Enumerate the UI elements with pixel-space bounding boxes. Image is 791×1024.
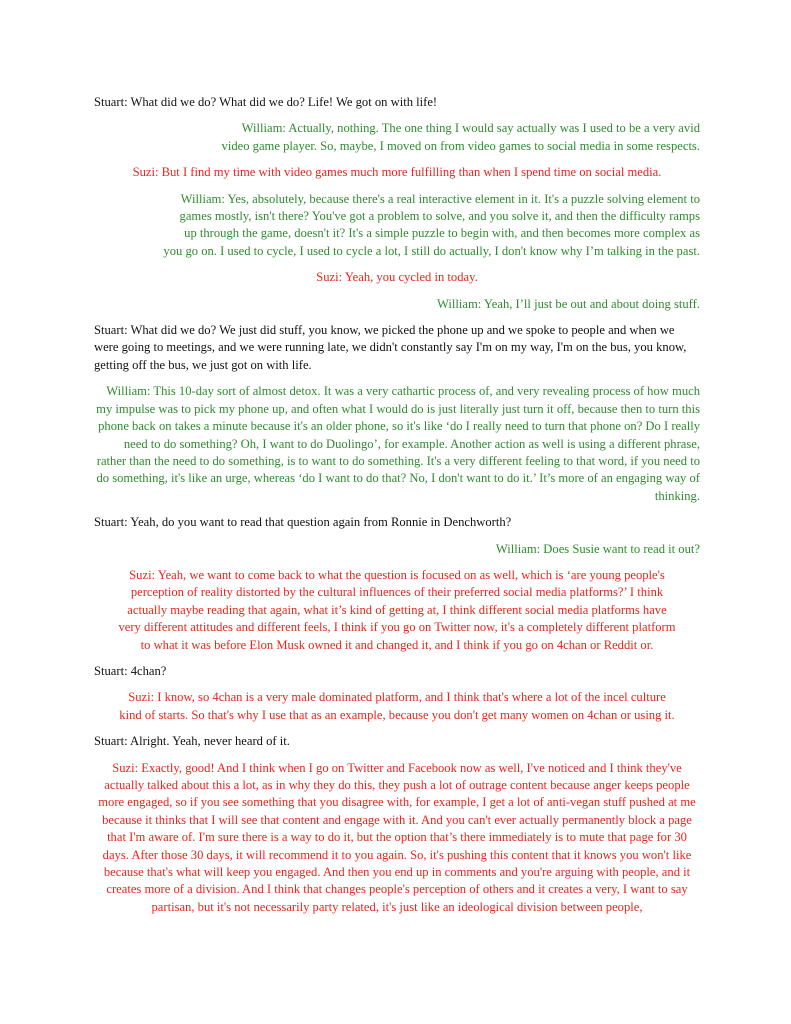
transcript-page [94,94,700,925]
transcript-line-william: William: Yes, absolutely, because there's a real interactive element in it. It's a puzzle solving element to games mostly, isn't there? You've got a problem to solve, and you solve it, and then the difficulty ramps up through the game, doesn't it? It's a simple puzzle to begin with, and then becomes more complex as you go on. I used to cycle, I used to cycle a lot, I still do actually, I don't know why I’m talking in the past. [163,191,700,258]
transcript-line-stuart: Stuart: What did we do? What did we do? Life! We got on with life! [94,95,438,109]
transcript-line-stuart: Stuart: 4chan? [94,663,167,678]
transcript-line-suzi: Suzi: I know, so 4chan is a very male dominated platform, and I think that's where a lot of the incel culture kind of starts. So that's why I use that as an example, because you don't get many women on 4chan or using it. [119,690,675,722]
transcript-line-stuart: Stuart: Alright. Yeah, never heard of it. [94,734,290,749]
transcript-line-william: William: Does Susie want to read it out? [495,541,700,556]
transcript-line-stuart: Stuart: Yeah, do you want to read that question again from Ronnie in Denchworth? [94,515,512,530]
transcript-line-stuart: Stuart: What did we do? We just did stuff, you know, we picked the phone up and we spoke to people and when we were going to meetings, and we were running late, we didn't constantly say I'm on my way, I'm on the bus, you know, getting off the bus, we just got on with life. [94,323,687,372]
transcript-line-suzi: Suzi: But I find my time with video games much more fulfilling than when I spend time on social media. [132,165,662,180]
transcript-line-william: William: Actually, nothing. The one thing I would say actually was I used to be a very avid video game player. So, maybe, I moved on from video games to social media in some respects. [221,121,700,153]
transcript-line-william: William: This 10-day sort of almost detox. It was a very cathartic process of, and very revealing process of how much my impulse was to pick my phone up, and often what I would do is just literally just turn it off, because then to turn this phone back on takes a minute because it's an older phone, so it's like ‘do I really need to turn that phone on? Do I really need to do something? Oh, I want to do Duolingo’, for example. Another action as well is using a different phrase, rather than the need to do something, is to want to do something. It's a very different feeling to that word, if you need to do something, it's like an urge, whereas ‘do I want to do that? No, I don't want to do it.’ It’s more of an engaging way of thinking. [96,384,700,503]
transcript-line-suzi: Suzi: Exactly, good! And I think when I go on Twitter and Facebook now as well, I've noticed and I think they've actually talked about this a lot, as in why they do this, they push a lot of outrage content because anger keeps people more engaged, so if you see something that you disagree with, for example, I get a lot of anti-vegan stuff pushed at me because it thinks that I will see that content and engage with it. And you can't ever actually permanently block a page that I'm aware of. I'm sure there is a way to do it, but the option that’s there immediately is to mute that page for 30 days. After those 30 days, it will recommend it to you again. So, it's pushing this content that it knows you won't like because that's what will keep you engaged. And then you end up in comments and you're arguing with people, and it creates more of a division. And I think that changes people's perception of others and it creates a very, I want to say partisan, but it's not necessarily party related, it's just like an ideological division between people, [98,760,696,914]
transcript-line-william: William: Yeah, I’ll just be out and about doing stuff. [436,296,700,311]
transcript-line-suzi: Suzi: Yeah, you cycled in today. [316,270,478,285]
transcript-line-suzi: Suzi: Yeah, we want to come back to what the question is focused on as well, which is ‘are young people's perception of reality distorted by the cultural influences of their preferred social media platforms?’ I think actually maybe reading that again, what it’s kind of getting at, I think different social media platforms have very different attitudes and different feels, I think if you go on Twitter now, it's a completely different platform to what it was before Elon Musk owned it and changed it, and I think if you go on 4chan or Reddit or. [118,567,676,652]
